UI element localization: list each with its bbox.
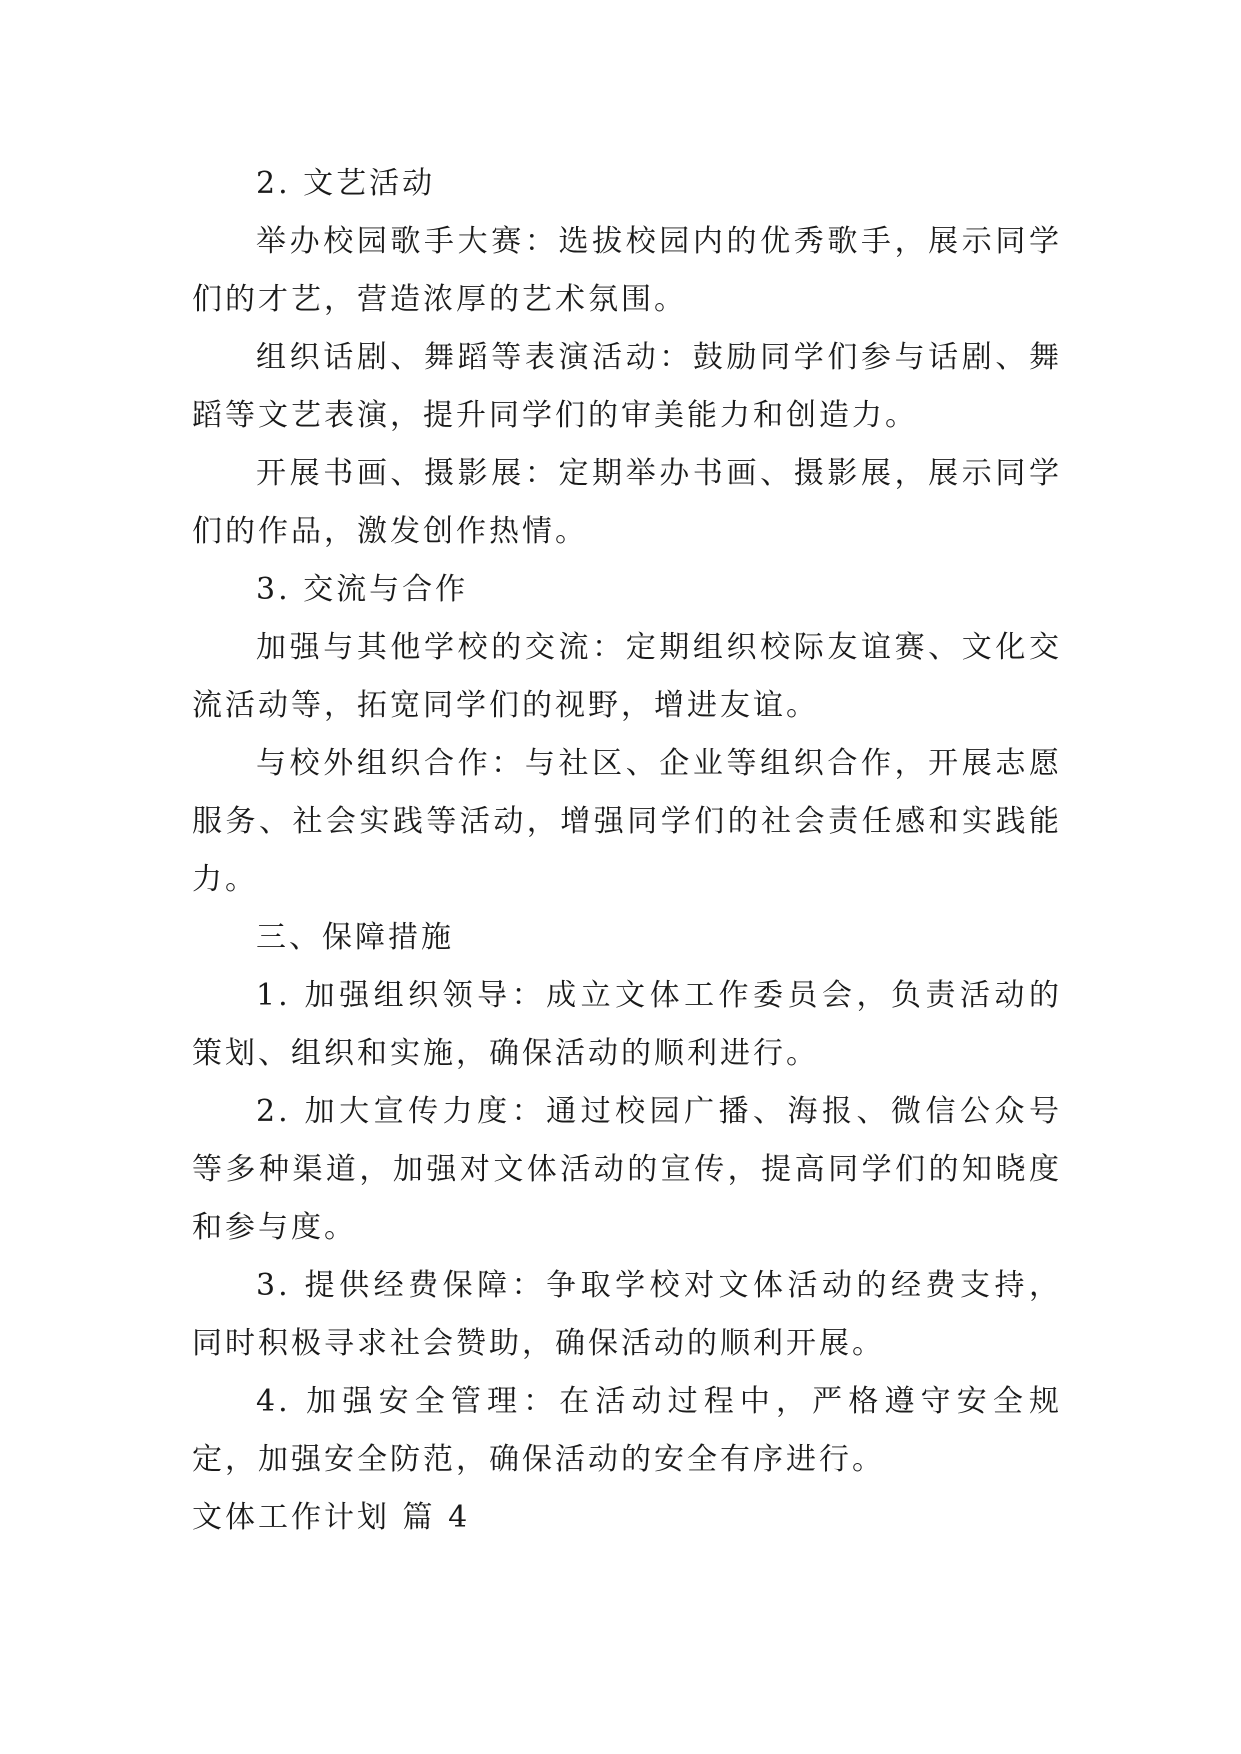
section-heading-arts: 2. 文艺活动 [256,166,436,201]
section-heading-guarantees: 三、保障措施 [256,920,454,955]
paragraph-calligraphy-photo: 开展书画、摄影展：定期举办书画、摄影展，展示同学们的作品，激发创作热情。 [192,456,1062,549]
paragraph-publicity: 2. 加大宣传力度：通过校园广播、海报、微信公众号等多种渠道，加强对文体活动的宣传，提高同学们的知晓度和参与度。 [192,1094,1062,1245]
document-body [192,155,1062,1547]
paragraph-funding: 3. 提供经费保障：争取学校对文体活动的经费支持，同时积极寻求社会赞助，确保活动的顺利开展。 [192,1268,1062,1361]
paragraph-school-exchange: 加强与其他学校的交流：定期组织校际友谊赛、文化交流活动等，拓宽同学们的视野，增进友谊。 [192,630,1062,723]
paragraph-safety: 4. 加强安全管理：在活动过程中，严格遵守安全规定，加强安全防范，确保活动的安全有序进行。 [192,1384,1062,1477]
section-heading-exchange: 3. 交流与合作 [256,572,469,607]
paragraph-external-cooperation: 与校外组织合作：与社区、企业等组织合作，开展志愿服务、社会实践等活动，增强同学们的社会责任感和实践能力。 [192,746,1062,897]
paragraph-leadership: 1. 加强组织领导：成立文体工作委员会，负责活动的策划、组织和实施，确保活动的顺利进行。 [192,978,1062,1071]
paragraph-singer-contest: 举办校园歌手大赛：选拔校园内的优秀歌手，展示同学们的才艺，营造浓厚的艺术氛围。 [192,224,1062,317]
paragraph-drama-dance: 组织话剧、舞蹈等表演活动：鼓励同学们参与话剧、舞蹈等文艺表演，提升同学们的审美能力和创造力。 [192,340,1062,433]
document-title-part4: 文体工作计划 篇 4 [192,1500,471,1535]
